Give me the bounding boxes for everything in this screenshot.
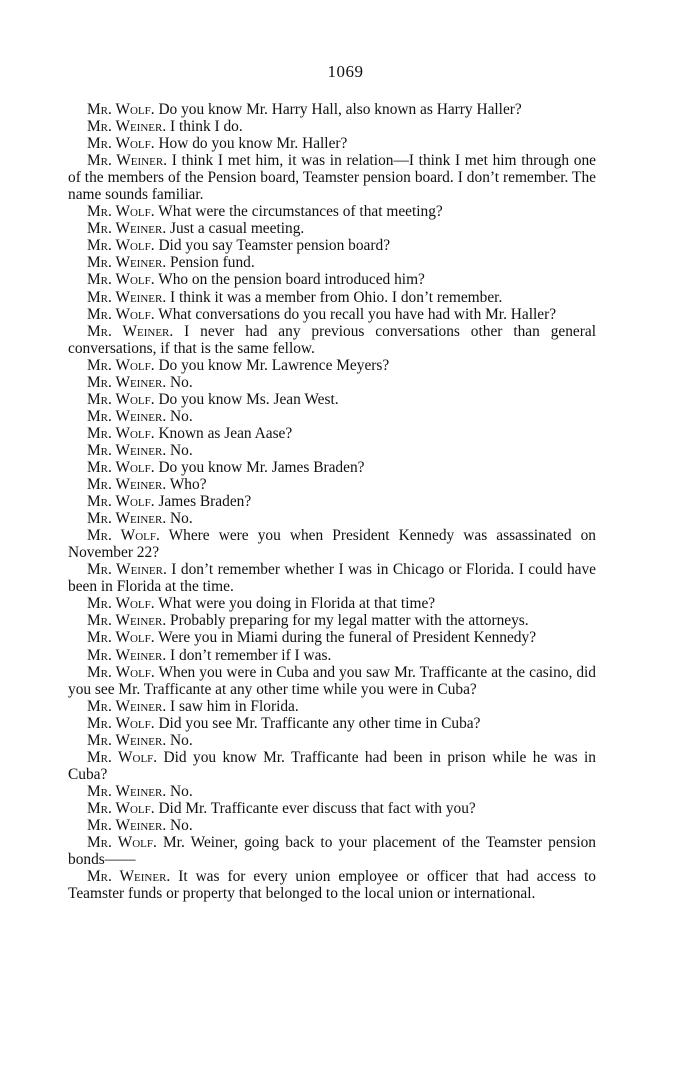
- transcript-paragraph: [68, 561, 596, 595]
- speech-text: What were you doing in Florida at that time?: [154, 595, 436, 613]
- transcript-paragraph: [68, 118, 596, 135]
- speaker-name: Mr. Weiner.: [87, 476, 167, 494]
- speech-text: Where were you when President Kennedy was assassinated on November 22?: [68, 527, 596, 562]
- speech-text: I never had any previous conversations other than general conversations, if that is the same fellow.: [68, 322, 596, 357]
- speaker-name: Mr. Weiner.: [87, 322, 174, 340]
- speech-text: I don’t remember whether I was in Chicago or Florida. I could have been in Florida at the time.: [68, 561, 597, 596]
- transcript-paragraph: [68, 391, 596, 408]
- transcript-paragraph: [68, 425, 596, 442]
- transcript-paragraph: [68, 732, 596, 749]
- speaker-name: Mr. Weiner.: [87, 220, 167, 238]
- speaker-name: Mr. Wolf.: [87, 527, 160, 545]
- speaker-name: Mr. Weiner.: [87, 407, 167, 425]
- speaker-name: Mr. Weiner.: [87, 816, 167, 834]
- speech-text: What conversations do you recall you have had with Mr. Haller?: [154, 305, 557, 323]
- speaker-name: Mr. Weiner.: [87, 697, 167, 715]
- speaker-name: Mr. Weiner.: [87, 612, 167, 630]
- transcript-paragraph: [68, 715, 596, 732]
- speech-text: Did you say Teamster pension board?: [154, 237, 391, 255]
- transcript-paragraph: [68, 527, 596, 561]
- speech-text: No.: [166, 731, 193, 749]
- speaker-name: Mr. Wolf.: [87, 748, 158, 766]
- speech-text: Known as Jean Aase?: [154, 424, 293, 442]
- transcript-paragraph: [68, 749, 596, 783]
- transcript-paragraph: [68, 459, 596, 476]
- speech-text: Did you see Mr. Trafficante any other time in Cuba?: [154, 714, 481, 732]
- transcript-paragraph: [68, 237, 596, 254]
- speech-text: I saw him in Florida.: [166, 697, 299, 715]
- transcript-paragraph: [68, 408, 596, 425]
- speech-text: James Braden?: [154, 493, 252, 511]
- speech-text: Mr. Weiner, going back to your placement of the Teamster pension bonds——: [68, 834, 596, 869]
- transcript-paragraph: [68, 306, 596, 323]
- speech-text: Did you know Mr. Trafficante had been in prison while he was in Cuba?: [68, 748, 596, 783]
- speaker-name: Mr. Weiner.: [87, 288, 167, 306]
- speaker-name: Mr. Wolf.: [87, 493, 155, 511]
- speaker-name: Mr. Wolf.: [87, 595, 155, 613]
- transcript-paragraph: [68, 664, 596, 698]
- speech-text: Probably preparing for my legal matter with the attorneys.: [166, 612, 529, 630]
- speaker-name: Mr. Weiner.: [87, 373, 167, 391]
- speech-text: Do you know Mr. Lawrence Meyers?: [154, 356, 390, 374]
- transcript-paragraph: [68, 152, 596, 203]
- speech-text: I think it was a member from Ohio. I don’t remember.: [166, 288, 503, 306]
- speech-text: I don’t remember if I was.: [166, 646, 332, 664]
- transcript-paragraph: [68, 595, 596, 612]
- speech-text: No.: [166, 373, 193, 391]
- speaker-name: Mr. Wolf.: [87, 203, 155, 221]
- speaker-name: Mr. Weiner.: [87, 868, 171, 886]
- speaker-name: Mr. Weiner.: [87, 561, 167, 579]
- transcript-paragraph: [68, 374, 596, 391]
- speech-text: I think I do.: [166, 118, 243, 136]
- speaker-name: Mr. Weiner.: [87, 441, 167, 459]
- transcript-paragraph: [68, 254, 596, 271]
- speech-text: No.: [166, 816, 193, 834]
- speaker-name: Mr. Wolf.: [87, 271, 155, 289]
- transcript-paragraph: [68, 357, 596, 374]
- transcript-paragraph: [68, 289, 596, 306]
- transcript-paragraph: [68, 493, 596, 510]
- transcript-paragraph: [68, 834, 596, 868]
- speech-text: Did Mr. Trafficante ever discuss that fact with you?: [154, 799, 476, 817]
- transcript-paragraph: [68, 783, 596, 800]
- speech-text: No.: [166, 407, 193, 425]
- speaker-name: Mr. Weiner.: [87, 118, 167, 136]
- speech-text: When you were in Cuba and you saw Mr. Trafficante at the casino, did you see Mr. Trafficante at any other time while you were in Cuba?: [68, 663, 596, 698]
- speaker-name: Mr. Wolf.: [87, 237, 155, 255]
- speaker-name: Mr. Wolf.: [87, 390, 155, 408]
- speech-text: Were you in Miami during the funeral of President Kennedy?: [154, 629, 537, 647]
- speaker-name: Mr. Wolf.: [87, 663, 155, 681]
- transcript-paragraph: [68, 800, 596, 817]
- speaker-name: Mr. Weiner.: [87, 646, 167, 664]
- speech-text: No.: [166, 510, 193, 528]
- transcript-paragraph: [68, 647, 596, 664]
- transcript-paragraph: [68, 510, 596, 527]
- transcript-paragraph: [68, 220, 596, 237]
- speaker-name: Mr. Wolf.: [87, 424, 155, 442]
- speaker-name: Mr. Wolf.: [87, 714, 155, 732]
- speech-text: Who on the pension board introduced him?: [154, 271, 425, 289]
- speech-text: How do you know Mr. Haller?: [154, 135, 348, 153]
- speaker-name: Mr. Weiner.: [87, 731, 167, 749]
- speaker-name: Mr. Wolf.: [87, 458, 155, 476]
- speech-text: Just a casual meeting.: [166, 220, 305, 238]
- page-number: 1069: [327, 62, 364, 81]
- speaker-name: Mr. Wolf.: [87, 629, 155, 647]
- transcript-paragraph: [68, 612, 596, 629]
- speech-text: No.: [166, 441, 193, 459]
- speaker-name: Mr. Wolf.: [87, 101, 155, 118]
- speaker-name: Mr. Weiner.: [87, 254, 167, 272]
- speech-text: Pension fund.: [166, 254, 255, 272]
- speech-text: Who?: [166, 476, 207, 494]
- speaker-name: Mr. Wolf.: [87, 799, 155, 817]
- speaker-name: Mr. Wolf.: [87, 834, 157, 852]
- speech-text: I think I met him, it was in relation—I think I met him through one of the members of the Pension board, Teamster pension board. I don’t remember. The name sounds familiar.: [68, 152, 596, 204]
- speaker-name: Mr. Wolf.: [87, 305, 155, 323]
- transcript-paragraph: [68, 323, 596, 357]
- transcript-paragraph: [68, 101, 596, 118]
- speaker-name: Mr. Weiner.: [87, 510, 167, 528]
- speaker-name: Mr. Wolf.: [87, 356, 155, 374]
- transcript-paragraph: [68, 271, 596, 288]
- transcript-paragraph: [68, 203, 596, 220]
- transcript-paragraph: [68, 442, 596, 459]
- transcript-paragraph: [68, 698, 596, 715]
- transcript-paragraph: [68, 476, 596, 493]
- transcript-paragraph: [68, 135, 596, 152]
- transcript-paragraph: [68, 868, 596, 902]
- speech-text: No.: [166, 782, 193, 800]
- transcript-body: [68, 101, 596, 902]
- speech-text: It was for every union employee or officer that had access to Teamster funds or property that belonged to the local union or international.: [68, 868, 596, 903]
- speech-text: What were the circumstances of that meeting?: [154, 203, 443, 221]
- speaker-name: Mr. Wolf.: [87, 135, 155, 153]
- transcript-paragraph: [68, 817, 596, 834]
- transcript-paragraph: [68, 629, 596, 646]
- speech-text: Do you know Mr. Harry Hall, also known as Harry Haller?: [154, 101, 522, 118]
- speech-text: Do you know Ms. Jean West.: [154, 390, 339, 408]
- speaker-name: Mr. Weiner.: [87, 782, 167, 800]
- speech-text: Do you know Mr. James Braden?: [154, 458, 365, 476]
- speaker-name: Mr. Weiner.: [87, 152, 168, 170]
